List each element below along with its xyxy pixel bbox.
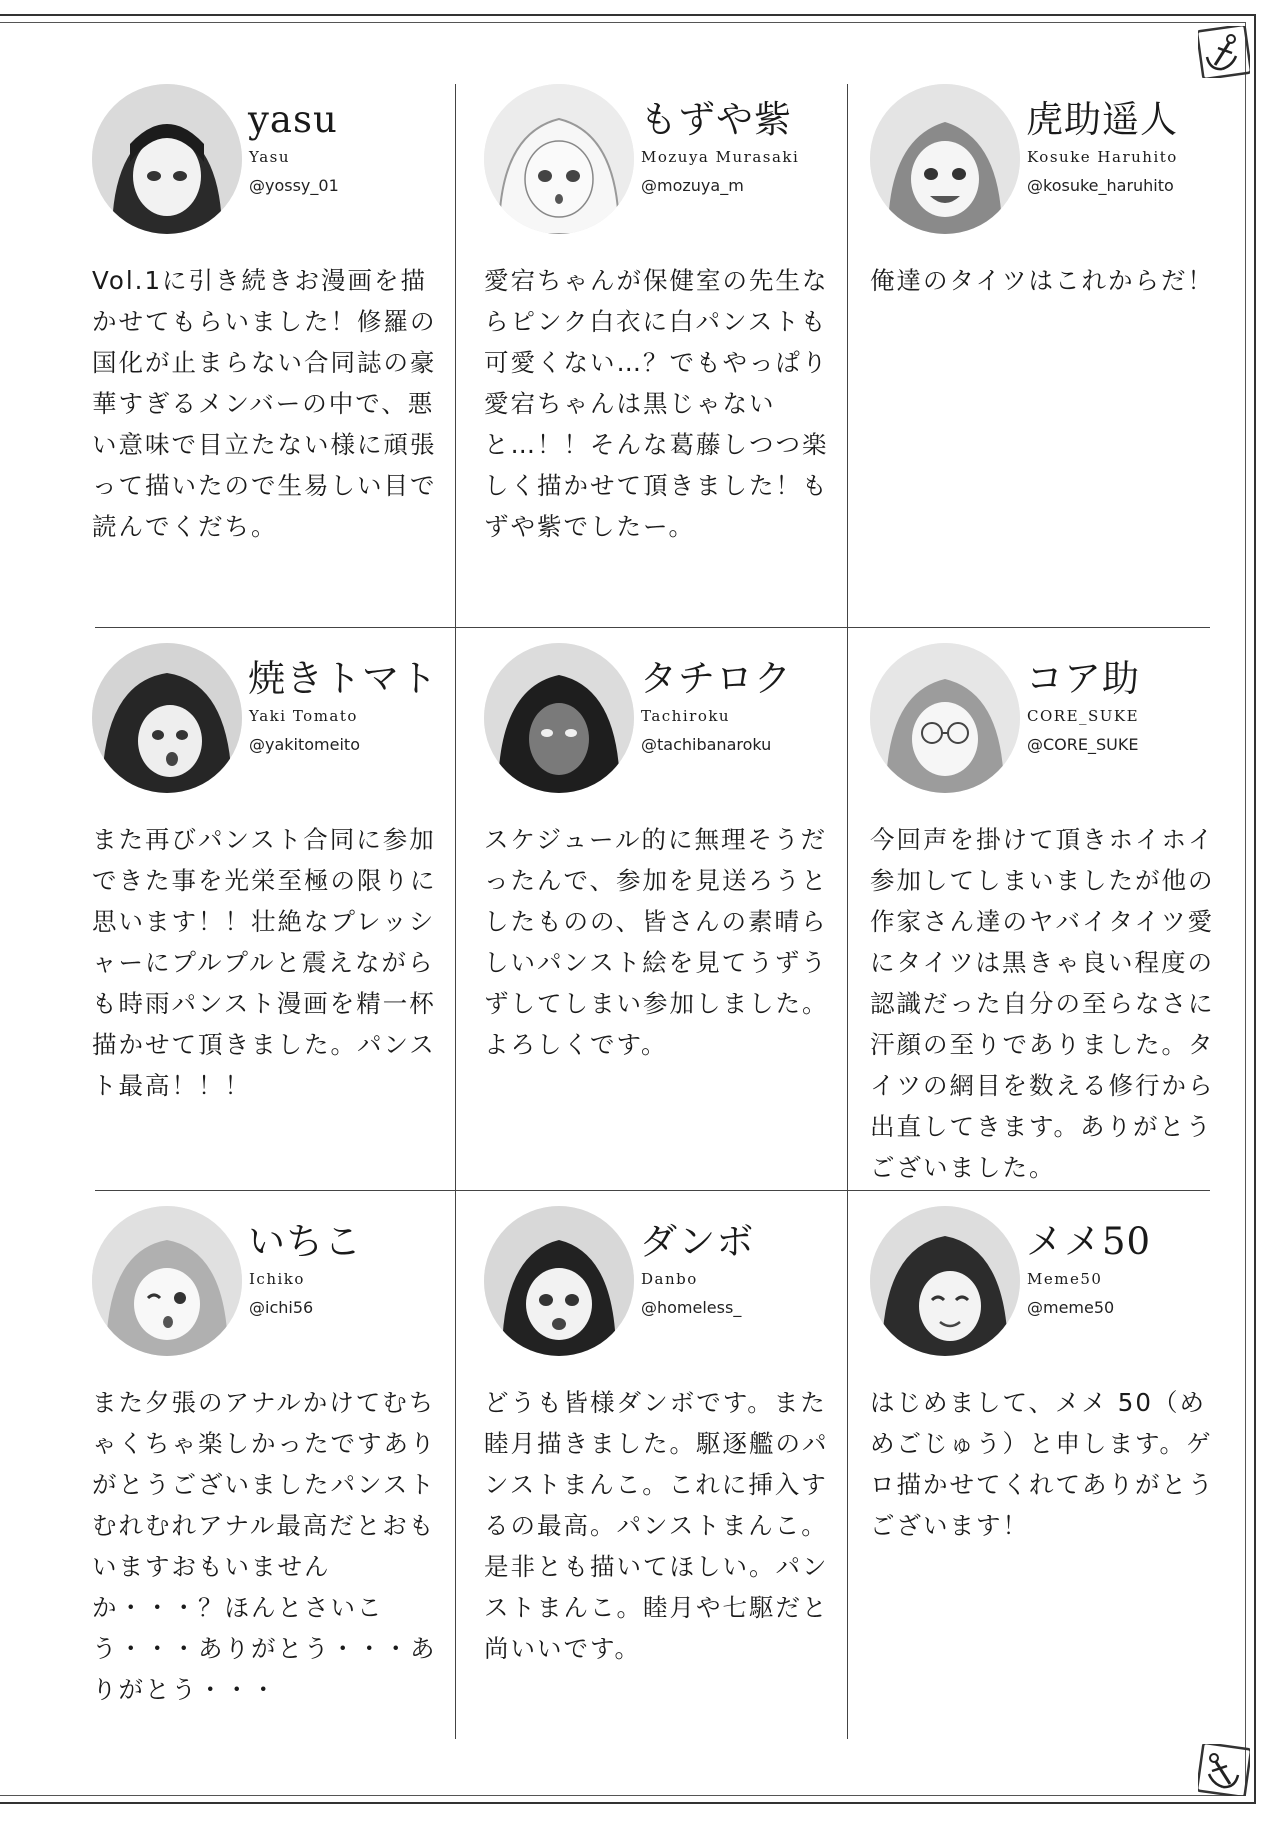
contributor-handle: @kosuke_haruhito	[1027, 176, 1174, 195]
contributor-romaji: Kosuke Haruhito	[1027, 148, 1178, 166]
contributor-romaji: Tachiroku	[641, 707, 731, 725]
contributor-romaji: CORE_SUKE	[1027, 707, 1140, 725]
contributor-handle: @yossy_01	[249, 176, 339, 195]
avatar	[484, 643, 634, 793]
avatar	[92, 1206, 242, 1356]
avatar	[92, 84, 242, 234]
contributor-romaji: Yaki Tomato	[249, 707, 358, 725]
contributor-comment: スケジュール的に無理そうだったんで、参加を見送ろうとしたものの、皆さんの素晴らしいパンスト絵を見てうずうずしてしまい参加しました。よろしくです。	[484, 825, 829, 1059]
contributor-comment: 俺達のタイツはこれからだ！	[870, 266, 1215, 295]
contributor-comment: 今回声を掛けて頂きホイホイ参加してしまいましたが他の作家さん達のヤバイタイツ愛にタイツは黒きゃ良い程度の認識だった自分の至らなさに汗顔の至りでありました。タイツの網目を数える修行から出直してきます。ありがとうございました。	[870, 825, 1215, 1182]
contributor-handle: @ichi56	[249, 1298, 314, 1317]
contributor-handle: @yakitomeito	[249, 735, 360, 754]
contributor-comment: また再びパンスト合同に参加できた事を光栄至極の限りに思います！！壮絶なプレッシャーにプルプルと震えながらも時雨パンスト漫画を精一杯描かせて頂きました。パンスト最高！！！	[92, 825, 437, 1100]
avatar	[870, 84, 1020, 234]
contributor-name: yasu	[248, 98, 338, 141]
contributor-romaji: Meme50	[1027, 1270, 1103, 1288]
contributor-comment: また夕張のアナルかけてむちゃくちゃ楽しかったですありがとうございましたパンストむれむれアナル最高だとおもいますおもいませんか・・・？ほんとさいこう・・・ありがとう・・・ありがとう・・・	[92, 1388, 437, 1704]
contributor-handle: @mozuya_m	[641, 176, 744, 195]
contributor-name: 焼きトマト	[248, 657, 438, 700]
contributor-handle: @homeless_	[641, 1298, 742, 1317]
contributor-comment: Vol.1に引き続きお漫画を描かせてもらいました！修羅の国化が止まらない合同誌の豪華すぎるメンバーの中で、悪い意味で目立たない様に頑張って描いたので生易しい目で読んでくだち。	[92, 266, 437, 541]
contributor-name: メメ50	[1026, 1220, 1152, 1263]
contributor-handle: @tachibanaroku	[641, 735, 772, 754]
avatar	[92, 643, 242, 793]
grid-divider-horizontal	[95, 1190, 1210, 1191]
contributor-name: タチロク	[640, 657, 792, 700]
contributor-romaji: Ichiko	[249, 1270, 305, 1288]
contributor-name: ダンボ	[640, 1220, 755, 1263]
anchor-icon	[1198, 1744, 1250, 1796]
contributor-handle: @CORE_SUKE	[1027, 735, 1139, 754]
contributor-name: 虎助遥人	[1026, 98, 1178, 141]
grid-divider-vertical	[847, 84, 848, 1739]
contributor-comment: 愛宕ちゃんが保健室の先生ならピンク白衣に白パンストも可愛くない…？でもやっぱり愛宕ちゃんは黒じゃないと…！！そんな葛藤しつつ楽しく描かせて頂きました！もずや紫でしたー。	[484, 266, 829, 541]
grid-divider-vertical	[455, 84, 456, 1739]
avatar	[870, 1206, 1020, 1356]
anchor-icon	[1198, 26, 1250, 78]
avatar	[870, 643, 1020, 793]
contributor-comment: どうも皆様ダンボです。また睦月描きました。駆逐艦のパンストまんこ。これに挿入するの最高。パンストまんこ。是非とも描いてほしい。パンストまんこ。睦月や七駆だと尚いいです。	[484, 1388, 829, 1663]
contributor-comment: はじめまして、メメ 50（めめごじゅう）と申します。ゲロ描かせてくれてありがとうございます！	[870, 1388, 1215, 1540]
contributor-romaji: Danbo	[641, 1270, 698, 1288]
contributor-name: コア助	[1026, 657, 1140, 700]
contributor-handle: @meme50	[1027, 1298, 1115, 1317]
contributor-romaji: Mozuya Murasaki	[641, 148, 800, 166]
avatar	[484, 1206, 634, 1356]
contributor-name: もずや紫	[640, 98, 792, 141]
contributor-name: いちこ	[248, 1220, 362, 1263]
contributor-romaji: Yasu	[249, 148, 291, 166]
avatar	[484, 84, 634, 234]
grid-divider-horizontal	[95, 627, 1210, 628]
